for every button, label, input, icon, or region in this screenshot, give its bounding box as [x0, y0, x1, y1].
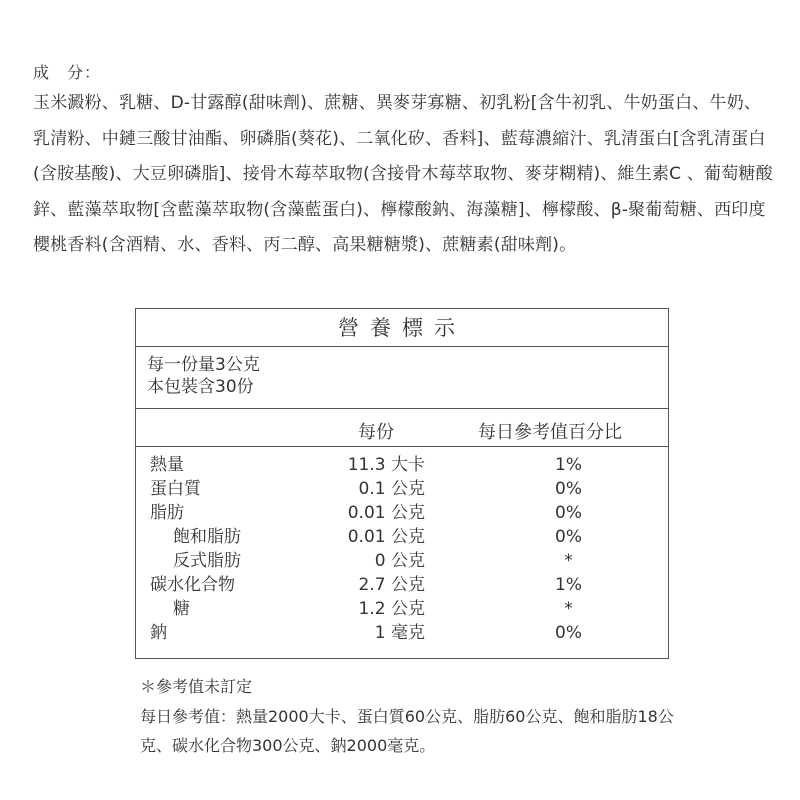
- nutrient-amount: 0.01 公克: [347, 527, 425, 547]
- nutrient-name: 脂肪: [150, 503, 184, 523]
- nutrient-percent: 0%: [555, 527, 582, 547]
- nutrient-name: 反式脂肪: [173, 551, 241, 571]
- ingredients-heading: 成 分：: [33, 63, 102, 82]
- nutrient-name: 鈉: [150, 623, 167, 643]
- nutrient-percent: *: [564, 551, 573, 571]
- column-daily-value: 每日參考值百分比: [478, 422, 622, 443]
- nutrient-row-fat: [136, 501, 668, 525]
- daily-reference-footnote: 每日參考值：熱量2000大卡、蛋白質60公克、脂肪60公克、飽和脂肪18公克、碳水化合物300公克、鈉2000毫克。: [140, 707, 674, 755]
- servings-per-pack: 本包裝含30份: [147, 377, 254, 397]
- nutrient-name: 蛋白質: [150, 479, 201, 499]
- nutrient-row-sodium: [136, 621, 668, 645]
- nutrient-rows: [136, 447, 668, 645]
- asterisk-footnote: ＊參考值未訂定: [140, 677, 253, 696]
- nutrient-percent: 0%: [555, 479, 582, 499]
- nutrient-name: 碳水化合物: [150, 575, 235, 595]
- nutrient-row-energy: [136, 453, 668, 477]
- column-header-row: [136, 409, 668, 447]
- nutrition-facts-table: [135, 308, 669, 659]
- nutrient-amount: 0 公克: [374, 551, 425, 571]
- serving-size: 每一份量3公克: [147, 355, 260, 375]
- nutrient-row-sugar: [136, 597, 668, 621]
- nutrient-percent: 0%: [555, 503, 582, 523]
- nutrient-amount: 11.3 大卡: [347, 455, 425, 475]
- ingredients-text: 玉米澱粉、乳糖、D-甘露醇(甜味劑)、蔗糖、異麥芽寡糖、初乳粉[含牛初乳、牛奶蛋白、牛奶、乳清粉、中鏈三酸甘油酯、卵磷脂(葵花)、二氧化矽、香料]、藍莓濃縮汁、乳清蛋白[含乳清蛋白(含胺基酸)、大豆卵磷脂]、接骨木莓萃取物(含接骨木莓萃取物、麥芽糊精)、維生素C 、葡萄糖酸鋅、藍藻萃取物[含藍藻萃取物(含藻藍蛋白)、檸檬酸鈉、海藻糖]、檸檬酸、β-聚葡萄糖、西印度櫻桃香料(含酒精、水、香料、丙二醇、高果糖糖漿)、蔗糖素(甜味劑)。: [33, 93, 773, 255]
- nutrition-title: 營養標示: [136, 309, 668, 347]
- nutrient-row-protein: [136, 477, 668, 501]
- nutrient-row-trans-fat: [136, 549, 668, 573]
- nutrient-amount: 2.7 公克: [358, 575, 425, 595]
- nutrient-amount: 0.1 公克: [358, 479, 425, 499]
- column-per-serving: 每份: [358, 422, 394, 443]
- nutrient-percent: *: [564, 599, 573, 619]
- nutrient-row-carbohydrate: [136, 573, 668, 597]
- nutrient-row-saturated-fat: [136, 525, 668, 549]
- serving-info: [136, 347, 668, 409]
- nutrient-amount: 1 毫克: [374, 623, 425, 643]
- nutrient-name: 飽和脂肪: [173, 527, 241, 547]
- nutrient-percent: 1%: [555, 455, 582, 475]
- nutrient-percent: 0%: [555, 623, 582, 643]
- nutrient-amount: 1.2 公克: [358, 599, 425, 619]
- nutrient-percent: 1%: [555, 575, 582, 595]
- nutrient-amount: 0.01 公克: [347, 503, 425, 523]
- nutrient-name: 熱量: [150, 455, 184, 475]
- nutrient-name: 糖: [173, 599, 190, 619]
